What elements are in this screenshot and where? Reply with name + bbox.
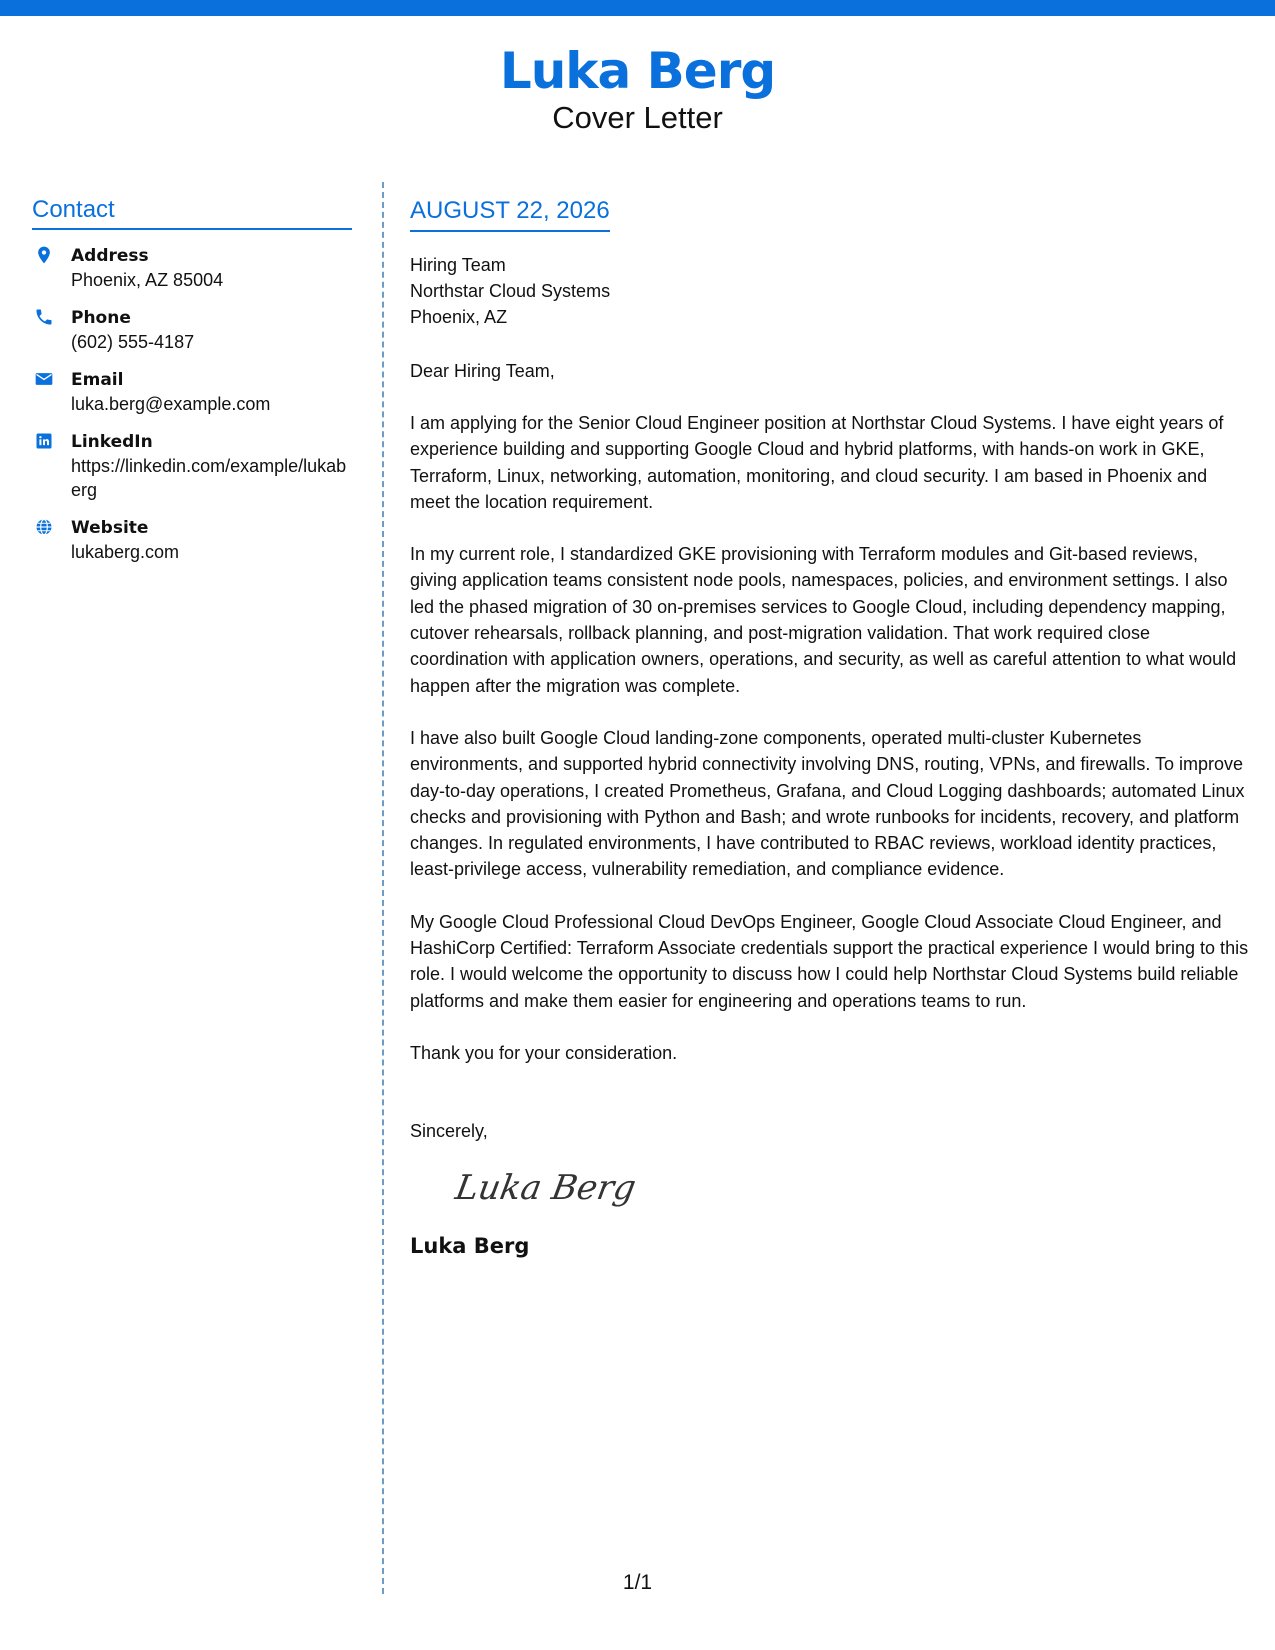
contact-value: https://linkedin.com/example/lukaberg <box>71 456 347 500</box>
salutation: Dear Hiring Team, <box>410 361 555 381</box>
contact-item-website <box>32 516 352 564</box>
contact-item-email <box>32 368 352 416</box>
globe-icon <box>34 517 54 537</box>
applicant-name: Luka Berg <box>499 42 776 100</box>
column-divider <box>382 182 384 1594</box>
contact-item-linkedin <box>32 430 352 502</box>
contact-label: Address <box>71 246 149 266</box>
page-number: 1/1 <box>622 1571 653 1594</box>
contact-sidebar <box>32 196 352 578</box>
contact-value: (602) 555-4187 <box>71 332 195 352</box>
contact-value: lukaberg.com <box>71 542 180 562</box>
phone-icon <box>34 307 54 327</box>
map-pin-icon <box>34 245 54 265</box>
envelope-icon <box>34 369 54 389</box>
contact-label: LinkedIn <box>71 432 153 452</box>
letter-paragraph: In my current role, I standardized GKE provisioning with Terraform modules and Git-based reviews, giving application teams consistent node pools, namespaces, policies, and environment settings. I also led the phased migration of 30 on-premises services to Google Cloud, including dependency mapping, cutover rehearsals, rollback planning, and post-migration validation. That work required close coordination with application owners, operations, and security, as well as careful attention to what would happen after the migration was complete. <box>410 544 1237 696</box>
signoff: Sincerely, <box>410 1120 488 1141</box>
top-accent-bar <box>0 0 1275 16</box>
document-subtitle: Cover Letter <box>552 100 723 135</box>
contact-item-address <box>32 244 352 292</box>
handwritten-signature: Luka Berg <box>452 1167 639 1208</box>
contact-label: Phone <box>71 308 131 328</box>
letter-body <box>410 196 1250 1260</box>
linkedin-icon <box>34 431 54 451</box>
recipient-line: Northstar Cloud Systems <box>410 281 611 301</box>
signer-name: Luka Berg <box>410 1233 530 1258</box>
contact-label: Email <box>71 370 124 390</box>
recipient-block <box>410 252 1250 330</box>
contact-heading: Contact <box>32 196 352 230</box>
contact-label: Website <box>71 518 149 538</box>
closing-thanks: Thank you for your consideration. <box>410 1042 678 1063</box>
letter-date: AUGUST 22, 2026 <box>410 196 610 232</box>
recipient-line: Phoenix, AZ <box>410 307 508 327</box>
letter-paragraph: I am applying for the Senior Cloud Engineer position at Northstar Cloud Systems. I have eight years of experience building and supporting Google Cloud and hybrid platforms, with hands-on work in GKE, Terraform, Linux, networking, automation, monitoring, and cloud security. I am based in Phoenix and meet the location requirement. <box>410 413 1224 512</box>
document-header <box>0 40 1275 136</box>
contact-value: luka.berg@example.com <box>71 394 271 414</box>
contact-item-phone <box>32 306 352 354</box>
letter-paragraph: My Google Cloud Professional Cloud DevOps Engineer, Google Cloud Associate Cloud Engineer, and HashiCorp Certified: Terraform Associate credentials support the practical experience I would bring to this role. I would welcome the opportunity to discuss how I could help Northstar Cloud Systems build reliable platforms and make them easier for engineering and operations teams to run. <box>410 911 1249 1011</box>
contact-value: Phoenix, AZ 85004 <box>71 270 224 290</box>
letter-paragraph: I have also built Google Cloud landing-zone components, operated multi-cluster Kubernetes environments, and supported hybrid connectivity involving DNS, routing, VPNs, and firewalls. To improve day-to-day operations, I created Prometheus, Grafana, and Cloud Logging dashboards; automated Linux checks and provisioning with Python and Bash; and wrote runbooks for incidents, recovery, and platform changes. In regulated environments, I have contributed to RBAC reviews, workload identity practices, least-privilege access, vulnerability remediation, and compliance evidence. <box>410 727 1245 880</box>
recipient-line: Hiring Team <box>410 255 506 275</box>
